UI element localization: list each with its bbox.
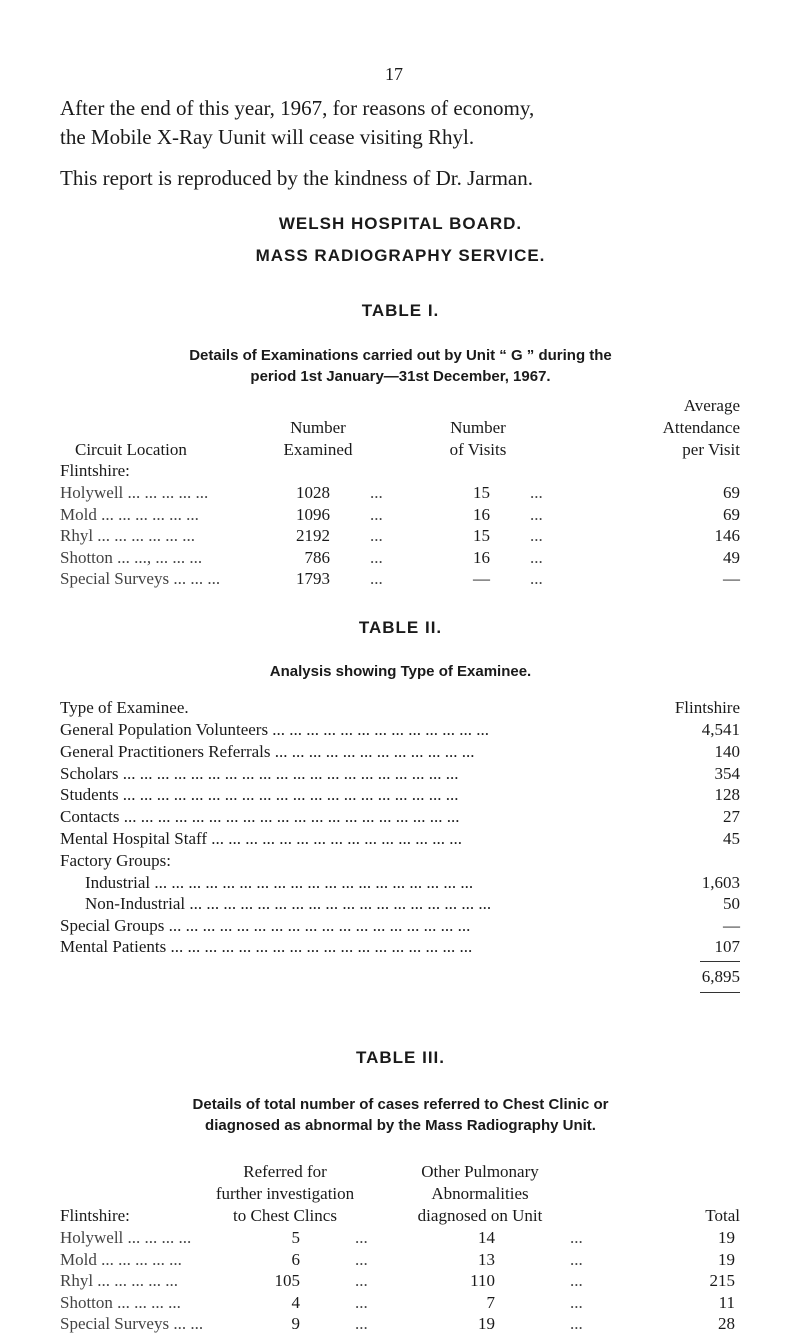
table3-header-other-1: Other Pulmonary bbox=[421, 1162, 539, 1181]
table3-header-referred-2: further investigation bbox=[215, 1184, 355, 1203]
table1-header-visits-2: of Visits bbox=[449, 440, 507, 459]
table1-sep: ... bbox=[530, 526, 543, 545]
table1-examined: 2192 bbox=[296, 526, 330, 545]
table3-other: 7 bbox=[486, 1292, 495, 1312]
table1-visits: 15 bbox=[473, 483, 490, 502]
table1-location: Special Surveys ... ... ... bbox=[60, 569, 221, 588]
table1-sep: ... bbox=[370, 569, 383, 588]
table1-sep: ... bbox=[370, 547, 383, 567]
board-heading: WELSH HOSPITAL BOARD. bbox=[278, 214, 523, 233]
table1-header-visits-1: Number bbox=[450, 418, 506, 437]
table1-visits: 16 bbox=[473, 504, 490, 524]
table3-sep: ... bbox=[355, 1228, 368, 1247]
table-row bbox=[0, 916, 801, 937]
table2-label: Factory Groups: bbox=[60, 850, 171, 870]
table3-location: Shotton ... ... ... ... bbox=[60, 1292, 181, 1312]
table1-sep: ... bbox=[530, 569, 543, 588]
table1-average: 49 bbox=[723, 547, 740, 567]
table1-examined: 1028 bbox=[296, 483, 330, 502]
table3-county: Flintshire: bbox=[60, 1206, 130, 1225]
table1-sep: ... bbox=[370, 504, 383, 524]
table3-location: Rhyl ... ... ... ... ... bbox=[60, 1271, 179, 1290]
table1-visits: 15 bbox=[473, 526, 490, 545]
table3-header-other-2: Abnormalities bbox=[431, 1184, 529, 1203]
table3-sep: ... bbox=[355, 1314, 368, 1333]
table3-sep: ... bbox=[570, 1271, 583, 1290]
table1-header-examined-2: Examined bbox=[283, 440, 353, 459]
table1-header-average-1: Average bbox=[683, 396, 740, 415]
table2-header-type: Type of Examinee. bbox=[60, 698, 189, 717]
table3-referred: 105 bbox=[274, 1271, 300, 1290]
table2-caption: Analysis showing Type of Examinee. bbox=[269, 663, 532, 680]
table-row bbox=[0, 742, 801, 763]
table2-label: Scholars ... ... ... ... ... ... ... ... ... ... ... ... ... ... ... ... ... ... ... ... bbox=[60, 763, 459, 783]
table3-sep: ... bbox=[570, 1249, 583, 1269]
table1-examined: 1096 bbox=[296, 504, 330, 524]
table-row bbox=[0, 526, 801, 547]
table3-referred: 5 bbox=[291, 1228, 300, 1247]
table3-other: 19 bbox=[478, 1314, 495, 1333]
table2-title: TABLE II. bbox=[358, 618, 443, 637]
table1-title: TABLE I. bbox=[361, 301, 440, 320]
table-row bbox=[0, 807, 801, 828]
table3-header-referred-1: Referred for bbox=[243, 1162, 327, 1181]
table-row bbox=[0, 785, 801, 806]
table1-caption-2: period 1st January—31st December, 1967. bbox=[250, 368, 551, 385]
table1-county: Flintshire: bbox=[60, 461, 130, 480]
table3-location: Mold ... ... ... ... ... bbox=[60, 1249, 182, 1269]
table1-location: Holywell ... ... ... ... ... bbox=[60, 483, 209, 502]
table-row bbox=[0, 851, 801, 872]
table1-examined: 786 bbox=[304, 547, 330, 567]
table1-average: 69 bbox=[723, 483, 740, 502]
table1-average: — bbox=[723, 569, 740, 588]
intro-line-1: After the end of this year, 1967, for reasons of economy, bbox=[60, 96, 535, 120]
table3-total: 19 bbox=[718, 1228, 735, 1247]
table-row bbox=[0, 1250, 801, 1271]
table-row bbox=[0, 505, 801, 526]
table2-value: 107 bbox=[714, 937, 740, 956]
table3-sep: ... bbox=[570, 1228, 583, 1247]
table3-referred: 9 bbox=[291, 1314, 300, 1333]
table3-location: Special Surveys ... ... bbox=[60, 1314, 204, 1333]
table1-visits: — bbox=[473, 569, 490, 588]
table2-label: Mental Patients ... ... ... ... ... ... ... ... ... ... ... ... ... ... ... ... ... ... bbox=[60, 937, 473, 956]
table-row bbox=[0, 569, 801, 590]
table3-total: 215 bbox=[709, 1271, 735, 1290]
table2-value: 50 bbox=[723, 894, 740, 914]
table2-total-rule-top bbox=[700, 961, 740, 962]
table2-label: Industrial ... ... ... ... ... ... ... ... ... ... ... ... ... ... ... ... ... ... ... bbox=[85, 872, 474, 892]
table-row bbox=[0, 937, 801, 958]
table3-header-total: Total bbox=[705, 1206, 740, 1225]
table-row bbox=[0, 1314, 801, 1335]
table-row bbox=[0, 483, 801, 504]
table2-total-rule-bottom bbox=[700, 992, 740, 993]
table-row bbox=[0, 720, 801, 741]
table2-label: General Practitioners Referrals ... ... ... ... ... ... ... ... ... ... ... ... bbox=[60, 741, 475, 761]
table2-value: 128 bbox=[714, 785, 740, 805]
table2-value: 140 bbox=[714, 741, 740, 761]
service-heading: MASS RADIOGRAPHY SERVICE. bbox=[255, 246, 546, 265]
page-number: 17 bbox=[385, 64, 403, 84]
table1-sep: ... bbox=[530, 483, 543, 502]
table3-total: 28 bbox=[718, 1314, 735, 1333]
table1-sep: ... bbox=[530, 504, 543, 524]
table1-location: Rhyl ... ... ... ... ... ... bbox=[60, 526, 196, 545]
table1-average: 69 bbox=[723, 504, 740, 524]
table2-label: Mental Hospital Staff ... ... ... ... ... ... ... ... ... ... ... ... ... ... ... bbox=[60, 829, 462, 848]
table-row bbox=[0, 1271, 801, 1292]
table1-header-average-3: per Visit bbox=[682, 440, 740, 459]
table3-other: 110 bbox=[470, 1271, 495, 1290]
table2-label: Non-Industrial ... ... ... ... ... ... ... ... ... ... ... ... ... ... ... ... ... ... bbox=[85, 894, 492, 914]
table1-average: 146 bbox=[714, 526, 740, 545]
table3-sep: ... bbox=[570, 1292, 583, 1312]
table1-sep: ... bbox=[530, 547, 543, 567]
table2-label: Contacts ... ... ... ... ... ... ... ... ... ... ... ... ... ... ... ... ... ... ... ... bbox=[60, 807, 460, 827]
table2-value: — bbox=[723, 916, 740, 936]
table1-caption-1: Details of Examinations carried out by Unit “ G ” during the bbox=[189, 347, 612, 364]
table2-value: 1,603 bbox=[701, 872, 740, 892]
table-row bbox=[0, 829, 801, 850]
table3-sep: ... bbox=[355, 1249, 368, 1269]
table1-location: Shotton ... ..., ... ... ... bbox=[60, 547, 203, 567]
table1-examined: 1793 bbox=[296, 569, 330, 588]
intro-line-3: This report is reproduced by the kindness of Dr. Jarman. bbox=[60, 166, 533, 190]
table-row bbox=[0, 894, 801, 915]
table3-referred: 6 bbox=[291, 1249, 300, 1269]
table-row bbox=[0, 873, 801, 894]
table3-sep: ... bbox=[355, 1292, 368, 1312]
table3-title: TABLE III. bbox=[355, 1048, 445, 1067]
table2-label: Special Groups ... ... ... ... ... ... ... ... ... ... ... ... ... ... ... ... ... ... bbox=[60, 916, 471, 936]
table2-total: 6,895 bbox=[701, 967, 740, 986]
table2-label: General Population Volunteers ... ... ... ... ... ... ... ... ... ... ... ... ... bbox=[60, 720, 490, 739]
table2-value: 354 bbox=[714, 763, 740, 783]
table-row bbox=[0, 548, 801, 569]
table2-header-county: Flintshire bbox=[674, 698, 740, 717]
table2-value: 45 bbox=[723, 829, 740, 848]
table3-header-referred-3: to Chest Clincs bbox=[233, 1206, 337, 1225]
table3-location: Holywell ... ... ... ... bbox=[60, 1228, 192, 1247]
table1-sep: ... bbox=[370, 483, 383, 502]
table3-caption-1: Details of total number of cases referred to Chest Clinic or bbox=[192, 1096, 609, 1113]
table-row bbox=[0, 1228, 801, 1249]
table-row bbox=[0, 1293, 801, 1314]
table1-header-examined-1: Number bbox=[290, 418, 346, 437]
table3-other: 14 bbox=[478, 1228, 495, 1247]
table3-referred: 4 bbox=[291, 1292, 300, 1312]
table2-value: 27 bbox=[723, 807, 740, 827]
table1-header-average-2: Attendance bbox=[662, 418, 740, 437]
table3-total: 11 bbox=[718, 1292, 735, 1312]
table3-header-other-3: diagnosed on Unit bbox=[417, 1206, 543, 1225]
table1-visits: 16 bbox=[473, 547, 490, 567]
table1-sep: ... bbox=[370, 526, 383, 545]
table3-other: 13 bbox=[478, 1249, 495, 1269]
table3-sep: ... bbox=[355, 1271, 368, 1290]
intro-line-2: the Mobile X-Ray Uunit will cease visiting Rhyl. bbox=[60, 125, 475, 149]
table3-sep: ... bbox=[570, 1314, 583, 1333]
table1-header-location: Circuit Location bbox=[75, 440, 187, 459]
table2-value: 4,541 bbox=[701, 720, 740, 739]
table3-total: 19 bbox=[718, 1249, 735, 1269]
table2-label: Students ... ... ... ... ... ... ... ... ... ... ... ... ... ... ... ... ... ... ... ... bbox=[60, 785, 459, 805]
table1-location: Mold ... ... ... ... ... ... bbox=[60, 504, 199, 524]
table-row bbox=[0, 764, 801, 785]
table3-caption-2: diagnosed as abnormal by the Mass Radiography Unit. bbox=[205, 1117, 596, 1134]
